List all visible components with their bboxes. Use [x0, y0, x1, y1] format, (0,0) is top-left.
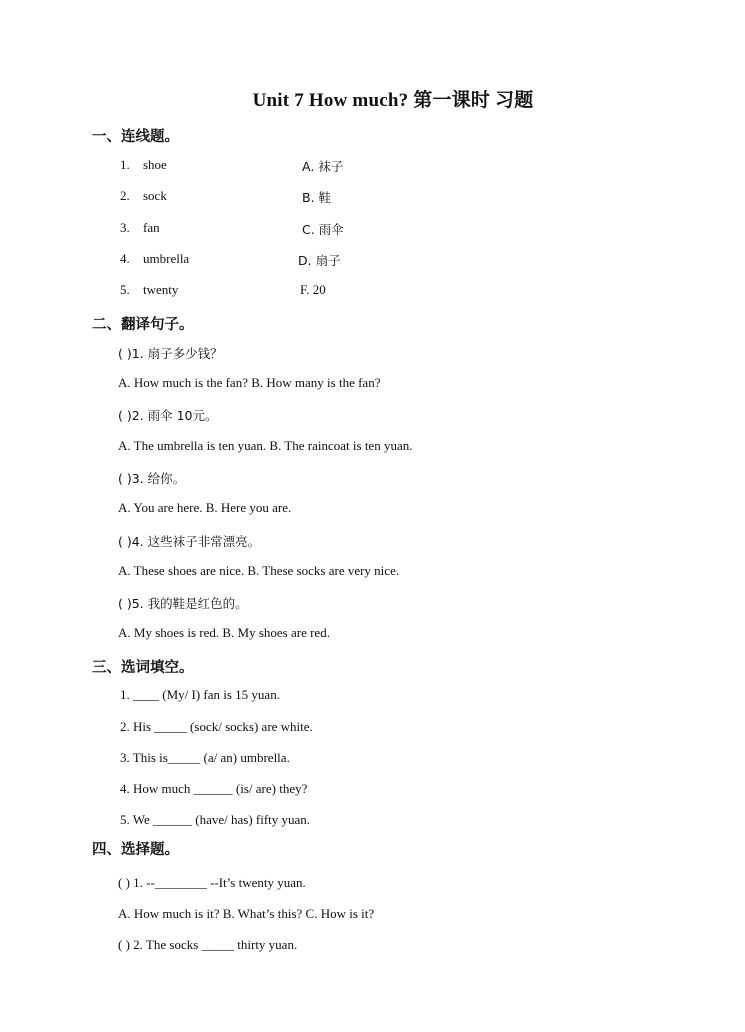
item-word: sock [143, 188, 167, 203]
item-option: D. 扇子 [298, 253, 341, 268]
answer-options: A. You are here. B. Here you are. [118, 500, 292, 515]
question-line: ( ) 2. The socks _____ thirty yuan. [118, 937, 298, 952]
fill-blank-line: 4. How much ______ (is/ are) they? [120, 781, 308, 796]
item-option: A. 袜子 [302, 159, 344, 174]
answer-options: A. These shoes are nice. B. These socks are very nice. [118, 563, 400, 578]
fill-blank-line: 1. ____ (My/ I) fan is 15 yuan. [120, 687, 280, 702]
answer-options: A. How much is it? B. What’s this? C. How is it? [118, 906, 375, 921]
item-number: 3. [120, 220, 130, 235]
fill-blank-line: 3. This is_____ (a/ an) umbrella. [120, 750, 290, 765]
question-line: ( )5. 我的鞋是红色的。 [118, 596, 248, 611]
question-line: ( )1. 扇子多少钱？ [118, 346, 223, 361]
section-heading-translate: 二、翻译句子。 [92, 317, 194, 333]
item-number: 4. [120, 251, 130, 266]
item-option: B. 鞋 [302, 190, 332, 205]
question-line: ( )3. 给你。 [118, 471, 186, 486]
item-word: shoe [143, 157, 167, 172]
item-word: twenty [143, 282, 179, 297]
answer-options: A. The umbrella is ten yuan. B. The raincoat is ten yuan. [118, 438, 413, 453]
section-heading-choice: 四、选择题。 [92, 842, 179, 858]
fill-blank-line: 5. We ______ (have/ has) fifty yuan. [120, 812, 311, 827]
section-heading-matching: 一、连线题。 [92, 129, 179, 145]
question-line: ( )2. 雨伞 10元。 [118, 408, 218, 423]
item-option: C. 雨伞 [302, 222, 344, 237]
question-line: ( ) 1. --________ --It’s twenty yuan. [118, 875, 306, 890]
answer-options: A. How much is the fan? B. How many is the fan? [118, 375, 381, 390]
fill-blank-line: 2. His _____ (sock/ socks) are white. [120, 719, 313, 734]
item-number: 1. [120, 157, 130, 172]
answer-options: A. My shoes is red. B. My shoes are red. [118, 625, 330, 640]
question-line: ( )4. 这些袜子非常漂亮。 [118, 534, 261, 549]
item-word: fan [143, 220, 160, 235]
item-word: umbrella [143, 251, 190, 266]
page-title: Unit 7 How much? 第一课时 习题 [252, 90, 534, 111]
section-heading-fill-blank: 三、选词填空。 [92, 660, 194, 676]
item-number: 5. [120, 282, 130, 297]
item-number: 2. [120, 188, 130, 203]
item-option: F. 20 [300, 282, 326, 297]
